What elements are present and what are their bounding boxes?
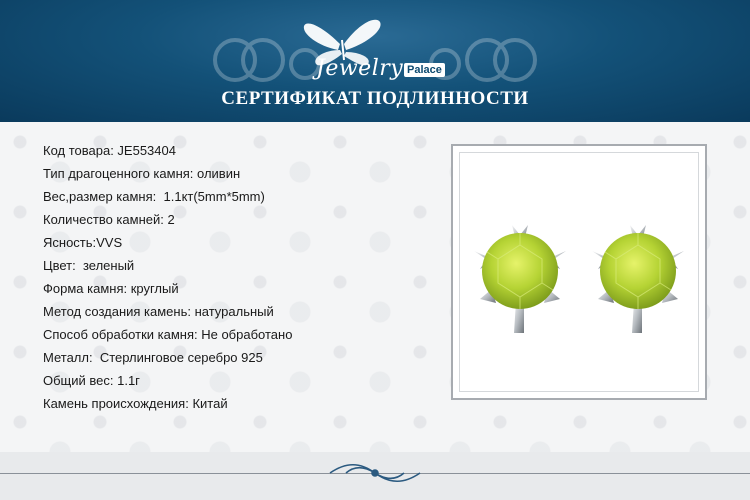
product-photo: [459, 152, 699, 392]
spec-shape: Форма камня: круглый: [43, 281, 179, 296]
spec-treatment: Способ обработки камня: Не обработано: [43, 327, 293, 342]
logo-wordmark: Jewelry: [316, 56, 404, 81]
certificate-header: [0, 0, 750, 122]
spec-clarity: Ясность:VVS: [43, 235, 123, 250]
spec-creation-method: Метод создания камень: натуральный: [43, 304, 274, 319]
product-photo-frame: [451, 144, 707, 400]
spec-product-code: Код товара: JE553404: [43, 143, 176, 158]
peridot-stud-earrings-icon: [460, 153, 700, 393]
logo-badge: Palace: [404, 63, 445, 77]
footer-flourish-icon: [326, 458, 424, 488]
spec-color: Цвет: зеленый: [43, 258, 135, 273]
spec-gem-weight-size: Вес,размер камня: 1.1кт(5mm*5mm): [43, 189, 265, 204]
page-title: СЕРТИФИКАТ ПОДЛИННОСТИ: [221, 88, 529, 109]
spec-total-weight: Общий вес: 1.1г: [43, 373, 140, 388]
spec-stone-count: Количество камней: 2: [43, 212, 175, 227]
spec-list: [43, 143, 292, 419]
spec-metal: Металл: Стерлинговое серебро 925: [43, 350, 263, 365]
spec-origin: Камень происхождения: Китай: [43, 396, 228, 411]
spec-gem-type: Тип драгоценного камня: оливин: [43, 166, 241, 181]
